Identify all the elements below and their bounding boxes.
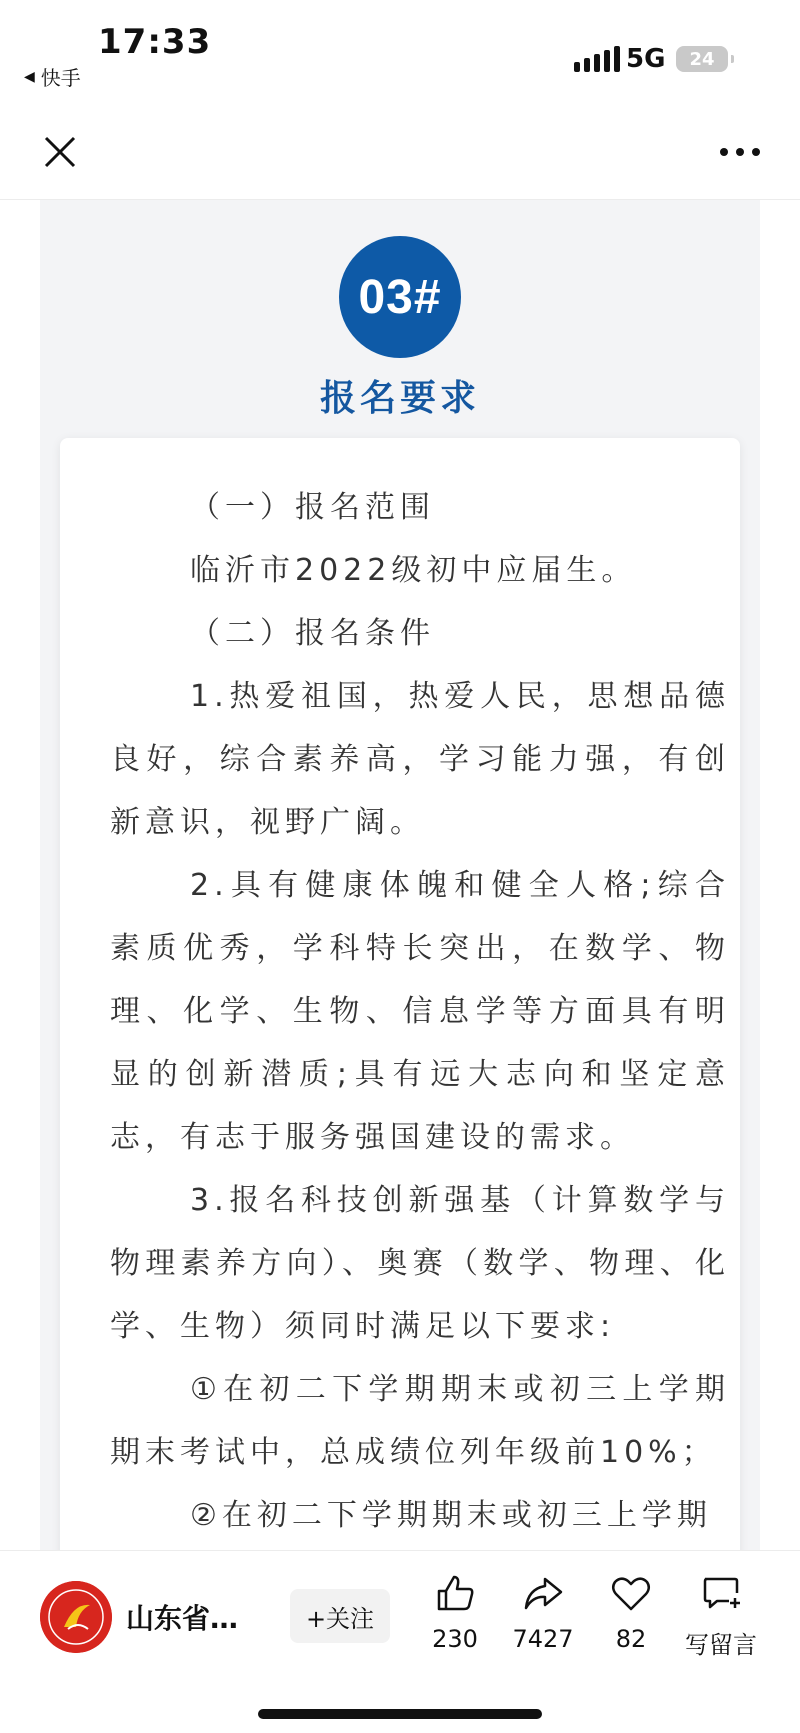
- like-button[interactable]: [410, 1571, 500, 1653]
- paragraph: 2.具有健康体魄和健全人格;综合素质优秀，学科特长突出，在数学、物理、化学、生物、信息学等方面具有明显的创新潜质;具有远大志向和坚定意志，有志于服务强国建设的需求。: [110, 868, 730, 1155]
- paragraph: 临沂市2022级初中应届生。: [190, 553, 637, 588]
- section-title: 报名要求: [319, 378, 480, 419]
- account-name[interactable]: 山东省…: [126, 1602, 239, 1635]
- write-comment-label: 写留言: [685, 1631, 757, 1659]
- signal-icon: [574, 46, 620, 72]
- account-avatar[interactable]: [40, 1581, 112, 1653]
- school-logo-icon: [40, 1581, 112, 1653]
- close-button[interactable]: [40, 132, 80, 172]
- write-comment-button[interactable]: [676, 1571, 766, 1660]
- status-bar: [0, 0, 800, 100]
- article-content: [40, 200, 760, 1550]
- more-button[interactable]: [720, 140, 768, 164]
- paragraph: ①在初二下学期期末或初三上学期期末考试中，总成绩位列年级前10%；: [110, 1372, 730, 1470]
- follow-button[interactable]: +关注: [290, 1589, 390, 1643]
- share-button[interactable]: [498, 1571, 588, 1653]
- network-type: 5G: [626, 44, 666, 74]
- battery-level: 24: [689, 48, 715, 70]
- share-icon: [521, 1571, 565, 1615]
- back-app-label: 快手: [40, 66, 81, 90]
- battery-icon: [676, 46, 728, 72]
- paragraph: 1.热爱祖国，热爱人民，思想品德良好，综合素养高，学习能力强，有创新意识，视野广阔。: [110, 679, 730, 840]
- home-indicator[interactable]: [258, 1709, 542, 1719]
- share-count: 7427: [512, 1625, 574, 1653]
- paragraph: （二）报名条件: [190, 616, 435, 651]
- favorite-button[interactable]: [586, 1571, 676, 1653]
- status-time: 17:33: [98, 22, 212, 62]
- favorite-count: 82: [615, 1625, 647, 1653]
- paragraph: 3.报名科技创新强基（计算数学与物理素养方向）、奥赛（数学、物理、化学、生物）须同时满足以下要求:: [110, 1183, 730, 1344]
- thumbs-up-icon: [433, 1571, 477, 1615]
- back-to-app-link[interactable]: [24, 62, 81, 91]
- bottom-action-bar: [0, 1550, 800, 1733]
- paragraph: （一）报名范围: [190, 490, 435, 525]
- back-triangle-icon: ◀: [24, 68, 35, 85]
- nav-bar: [0, 100, 800, 200]
- like-count: 230: [432, 1625, 478, 1653]
- more-icon: [720, 148, 728, 156]
- paragraph: ②在初二下学期期末或初三上学期: [190, 1498, 712, 1533]
- content-card: [60, 438, 740, 1550]
- heart-icon: [609, 1571, 653, 1615]
- close-icon: [40, 132, 80, 172]
- section-number-badge: 03#: [339, 236, 461, 358]
- comment-icon: [699, 1571, 743, 1615]
